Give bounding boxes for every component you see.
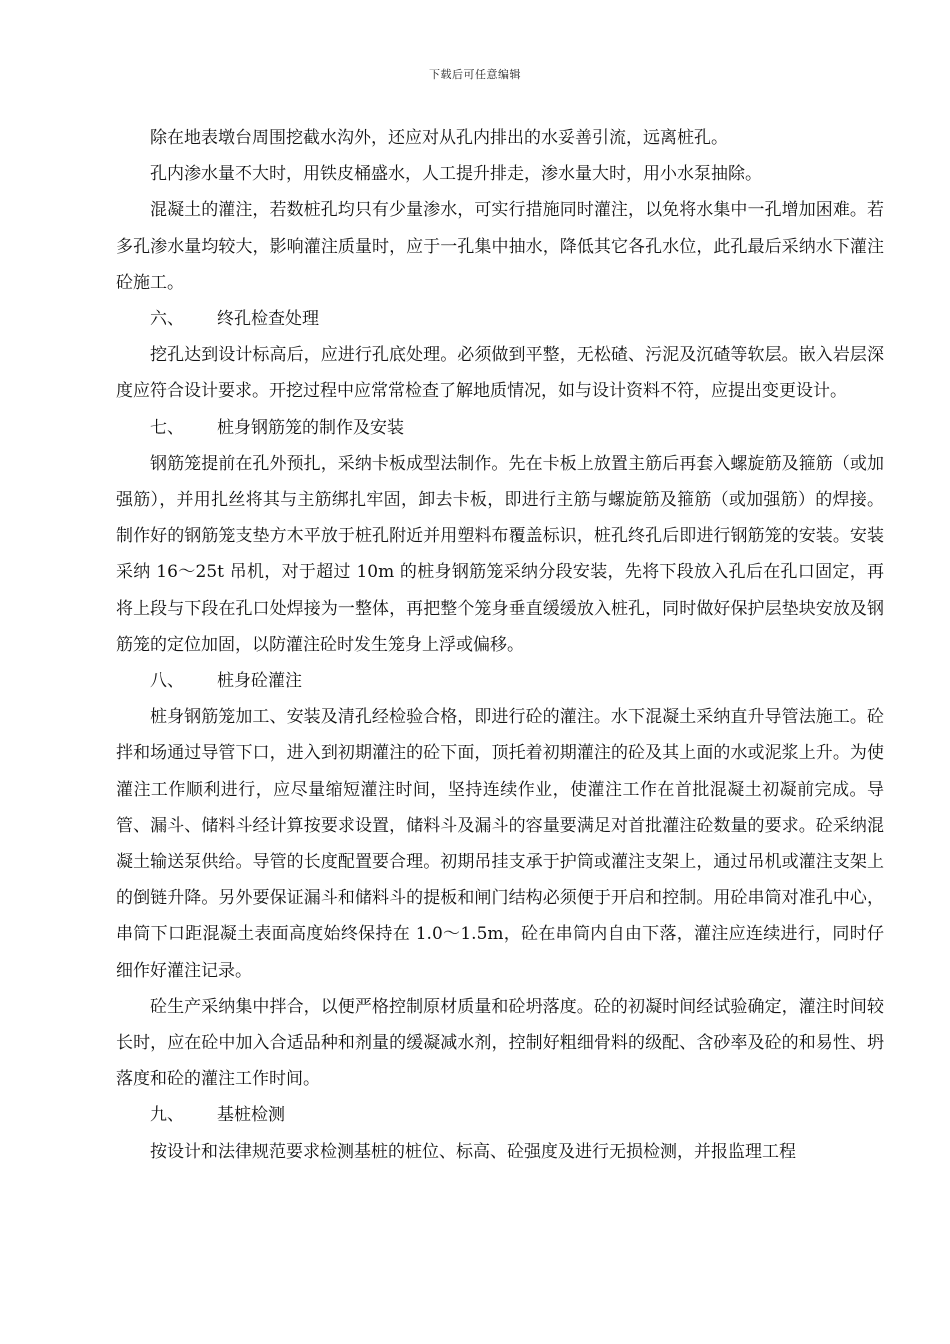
- paragraph: 挖孔达到设计标高后，应进行孔底处理。必须做到平整，无松碴、污泥及沉碴等软层。嵌入岩层深度应符合设计要求。开挖过程中应常常检查了解地质情况，如与设计资料不符，应提出变更设计。: [116, 345, 884, 402]
- paragraph: 按设计和法律规范要求检测基桩的桩位、标高、砼强度及进行无损检测，并报监理工程: [150, 1141, 796, 1162]
- section-title: 基桩检测: [217, 1105, 285, 1126]
- page-header: 下载后可任意编辑: [429, 68, 521, 81]
- section-heading: [116, 663, 884, 699]
- paragraph: 混凝土的灌注，若数桩孔均只有少量渗水，可实行措施同时灌注，以免将水集中一孔增加困难。若多孔渗水量均较大，影响灌注质量时，应于一孔集中抽水，降低其它各孔水位，此孔最后采纳水下灌注砼施工。: [116, 200, 884, 293]
- paragraph: 砼生产采纳集中拌合，以便严格控制原材质量和砼坍落度。砼的初凝时间经试验确定，灌注时间较长时，应在砼中加入合适品种和剂量的缓凝减水剂，控制好粗细骨料的级配、含砂率及砼的和易性、坍落度和砼的灌注工作时间。: [116, 996, 884, 1090]
- section-number: 九、: [150, 1105, 184, 1126]
- section-title: 桩身钢筋笼的制作及安装: [217, 417, 404, 438]
- section-number: 八、: [150, 671, 184, 692]
- paragraph: 除在地表墩台周围挖截水沟外，还应对从孔内排出的水妥善引流，远离桩孔。: [150, 128, 728, 148]
- paragraph: 钢筋笼提前在孔外预扎，采纳卡板成型法制作。先在卡板上放置主筋后再套入螺旋筋及箍筋（或加强筋），并用扎丝将其与主筋绑扎牢固，卸去卡板，即进行主筋与螺旋筋及箍筋（或加强筋）的焊接。制作好的钢筋笼支垫方木平放于桩孔附近并用塑料布覆盖标识，桩孔终孔后即进行钢筋笼的安装。安装采纳 16～25t 吊机，对于超过 10m 的桩身钢筋笼采纳分段安装，先将下段放入孔后在孔口固定，再将上段与下段在孔口处焊接为一整体，再把整个笼身垂直缓缓放入桩孔，同时做好保护层垫块安放及钢筋笼的定位加固，以防灌注砼时发生笼身上浮或偏移。: [116, 453, 884, 655]
- paragraph: 孔内渗水量不大时，用铁皮桶盛水，人工提升排走，渗水量大时，用小水泵抽除。: [150, 164, 762, 185]
- section-title: 桩身砼灌注: [217, 671, 302, 692]
- paragraph: 桩身钢筋笼加工、安装及清孔经检验合格，即进行砼的灌注。水下混凝土采纳直升导管法施工。砼拌和场通过导管下口，进入到初期灌注的砼下面，顶托着初期灌注的砼及其上面的水或泥浆上升。为使灌注工作顺利进行，应尽量缩短灌注时间，坚持连续作业，使灌注工作在首批混凝土初凝前完成。导管、漏斗、储料斗经计算按要求设置，储料斗及漏斗的容量要满足对首批灌注砼数量的要求。砼采纳混凝土输送泵供给。导管的长度配置要合理。初期吊挂支承于护筒或灌注支架上，通过吊机或灌注支架上的倒链升降。另外要保证漏斗和储料斗的提板和闸门结构必须便于开启和控制。用砼串筒对准孔中心，串筒下口距混凝土表面高度始终保持在 1.0～1.5m，砼在串筒内自由下落，灌注应连续进行，同时仔细作好灌注记录。: [116, 707, 884, 981]
- document-body: [116, 120, 884, 1170]
- section-number: 七、: [150, 417, 184, 438]
- section-heading: [116, 301, 884, 337]
- section-title: 终孔检查处理: [217, 309, 319, 330]
- section-number: 六、: [150, 309, 184, 330]
- section-heading: [116, 410, 884, 446]
- section-heading: [116, 1097, 884, 1133]
